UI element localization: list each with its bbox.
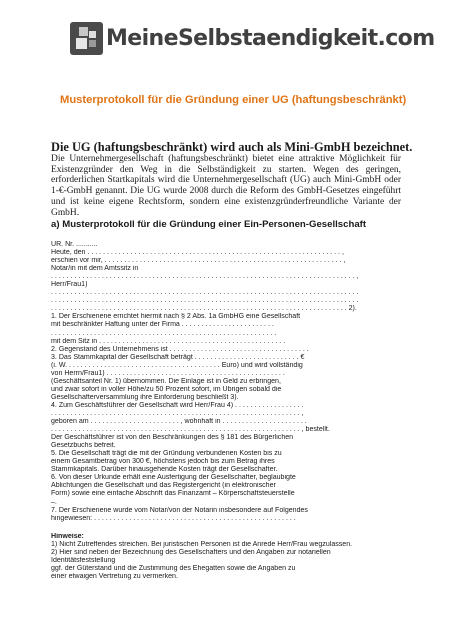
- protocol-line: 7. Der Erschienene wurde vom Notar/von der Notarin insbesondere auf Folgendes: [51, 506, 308, 514]
- protocol-line: . . . . . . . . . . . . . . . . . . . . . . . . . . . . . . . . . . . . . . . . . . . . . . . . . . . . . . . . . . . . . . . . . . . . . . . . . . . . 2).: [51, 305, 357, 313]
- protocol-line: . . . . . . . . . . . . . . . . . . . . . . . . . . . . . . . . . . . . . . . . . . . . . . . . . . . . . . . . . . . . . . . . . . . . . . . . . . . . . . ,: [51, 273, 359, 281]
- intro-heading: Die UG (haftungsbeschränkt) wird auch als Mini-GmbH bezeichnet.: [51, 140, 413, 154]
- hint-line: 1) Nicht Zutreffendes streichen. Bei juristischen Personen ist die Anrede Herr/Frau wegzulassen.: [51, 541, 353, 549]
- protocol-line: . . . . . . . . . . . . . . . . . . . . . . . . . . . . . . . . . . . . . . . . . . . . . . . . . . . . . . . . . . . . . . . . , bestellt.: [51, 426, 330, 434]
- document-title: Musterprotokoll für die Gründung einer UG (haftungsbeschränkt): [60, 94, 407, 106]
- protocol-line: –.: [51, 498, 57, 506]
- logo-text: MeineSelbstaendigkeit.com: [106, 26, 435, 51]
- site-logo[interactable]: [70, 22, 435, 55]
- protocol-line: Ablichtungen die Gesellschaft und das Registergericht (in elektronischer: [51, 482, 276, 490]
- protocol-line: . . . . . . . . . . . . . . . . . . . . . . . . . . . . . . . . . . . . . . . . . . . . . . . . . . . . . . . . . . . . . . . . ,: [51, 409, 304, 417]
- protocol-line: (Geschäftsanteil Nr. 1) übernommen. Die Einlage ist in Geld zu erbringen,: [51, 377, 281, 385]
- protocol-line: . . . . . . . . . . . . . . . . . . . . . . . . . . . . . . . . . . . . . . . . . . . . . . . . . . . . . . . . . .: [51, 329, 277, 337]
- protocol-line: Gesetzbuchs befreit.: [51, 442, 116, 450]
- protocol-line: von Herrn/Frau1) . . . . . . . . . . . . . . . . . . . . . . . . . . . . . . . . . . . . . . . . . . . . . .: [51, 369, 285, 377]
- protocol-line: Form) sowie eine einfache Abschrift das Finanzamt – Körperschaftsteuerstelle: [51, 490, 295, 498]
- logo-mark-icon: [70, 22, 103, 55]
- hints-list: [51, 541, 406, 581]
- protocol-line: . . . . . . . . . . . . . . . . . . . . . . . . . . . . . . . . . . . . . . . . . . . . . . . . . . . . . . . . . . . . . . . . . . . . . . . . . . . . . . .: [51, 289, 359, 297]
- section-a-heading: a) Musterprotokoll für die Gründung einer Ein-Personen-Gesellschaft: [51, 219, 367, 230]
- protocol-line: UR. Nr. ...........: [51, 241, 98, 248]
- protocol-line: 6. Von dieser Urkunde erhält eine Ausfertigung der Gesellschafter, beglaubigte: [51, 474, 296, 482]
- hints-title: Hinweise:: [51, 533, 84, 540]
- protocol-line: mit dem Sitz in . . . . . . . . . . . . . . . . . . . . . . . . . . . . . . . . . . . . . . . . . . . . . . . .: [51, 337, 286, 345]
- protocol-line: erschien vor mir, . . . . . . . . . . . . . . . . . . . . . . . . . . . . . . . . . . . . . . . . . . . . . . . . . . . . . . . . . . . . . ,: [51, 257, 346, 265]
- hint-line: Identitätsfeststellung: [51, 557, 116, 565]
- protocol-line: 2. Gegenstand des Unternehmens ist . . . . . . . . . . . . . . . . . . . . . . . . . . . . . . . . . . . .: [51, 345, 309, 353]
- protocol-line: Der Geschäftsführer ist von den Beschränkungen des § 181 des Bürgerlichen: [51, 434, 294, 442]
- protocol-line: Gesellschafterversammlung ihre Einforderung beschließt 3).: [51, 393, 239, 401]
- protocol-line: und zwar sofort in voller Höhe/zu 50 Prozent sofort, im Übrigen sobald die: [51, 385, 282, 393]
- hint-line: ggf. der Güterstand und die Zustimmung des Ehegatten sowie die Angaben zu: [51, 565, 296, 573]
- protocol-line: 1. Der Erschienene errichtet hiermit nach § 2 Abs. 1a GmbHG eine Gesellschaft: [51, 313, 301, 321]
- protocol-line: Stammkapitals. Darüber hinausgehende Kosten trägt der Gesellschafter.: [51, 466, 278, 474]
- site-header: [0, 0, 452, 70]
- protocol-line: 5. Die Gesellschaft trägt die mit der Gründung verbundenen Kosten bis zu: [51, 450, 282, 458]
- hint-line: 2) Hier sind neben der Bezeichnung des Gesellschafters und den Angaben zur notariellen: [51, 549, 331, 557]
- hint-line: einer etwaigen Vertretung zu vermerken.: [51, 573, 178, 581]
- protocol-body: [51, 241, 401, 523]
- protocol-line: (i. W. . . . . . . . . . . . . . . . . . . . . . . . . . . . . . . . . . . . . . . . Euro) und wird vollständig: [51, 361, 303, 369]
- protocol-line: 4. Zum Geschäftsführer der Gesellschaft wird Herr/Frau 4) . . . . . . . . . . . . . . . . . .: [51, 401, 304, 409]
- protocol-line: Heute, den . . . . . . . . . . . . . . . . . . . . . . . . . . . . . . . . . . . . . . . . . . . . . . . . . . . . . . . . . . . . . . . . . ,: [51, 249, 344, 257]
- protocol-line: einem Gesamtbetrag von 300 €, höchstens jedoch bis zum Betrag ihres: [51, 458, 275, 466]
- protocol-line: 3. Das Stammkapital der Gesellschaft beträgt . . . . . . . . . . . . . . . . . . . . . . . . . . . €: [51, 353, 305, 361]
- protocol-line: hingewiesen: . . . . . . . . . . . . . . . . . . . . . . . . . . . . . . . . . . . . . . . . . . . . . . . . . . . .: [51, 514, 296, 522]
- protocol-line: mit beschränkter Haftung unter der Firma . . . . . . . . . . . . . . . . . . . . . . . .: [51, 321, 274, 329]
- protocol-line: Herr/Frau1): [51, 281, 88, 289]
- protocol-line: geboren am . . . . . . . . . . . . . . . . . . . . . . . , wohnhaft in . . . . . . . . . . . . . . . . . . . . . .: [51, 418, 307, 426]
- protocol-line: . . . . . . . . . . . . . . . . . . . . . . . . . . . . . . . . . . . . . . . . . . . . . . . . . . . . . . . . . . . . . . . . . . . . . . . . . . . . . . .: [51, 297, 359, 305]
- hints-section: [51, 533, 406, 581]
- intro-paragraph: Die Unternehmergesellschaft (haftungsbeschränkt) bietet eine attraktive Möglichkeit für Existenzgründer den Weg in die Selbständigkeit zu starten. Wegen des geringen, erforderlichen Startkapitals wird die Unternehmergesellschaft (UG) auch Mini-GmbH oder 1-€-GmbH genannt. Die UG wurde 2008 durch die Reform des GmbH-Gesetzes eingeführt und ist keine eigene Rechtsform, sondern eine existenzgründerfreundliche Variante der GmbH.: [51, 154, 401, 218]
- protocol-line: Notar/in mit dem Amtssitz in: [51, 265, 139, 273]
